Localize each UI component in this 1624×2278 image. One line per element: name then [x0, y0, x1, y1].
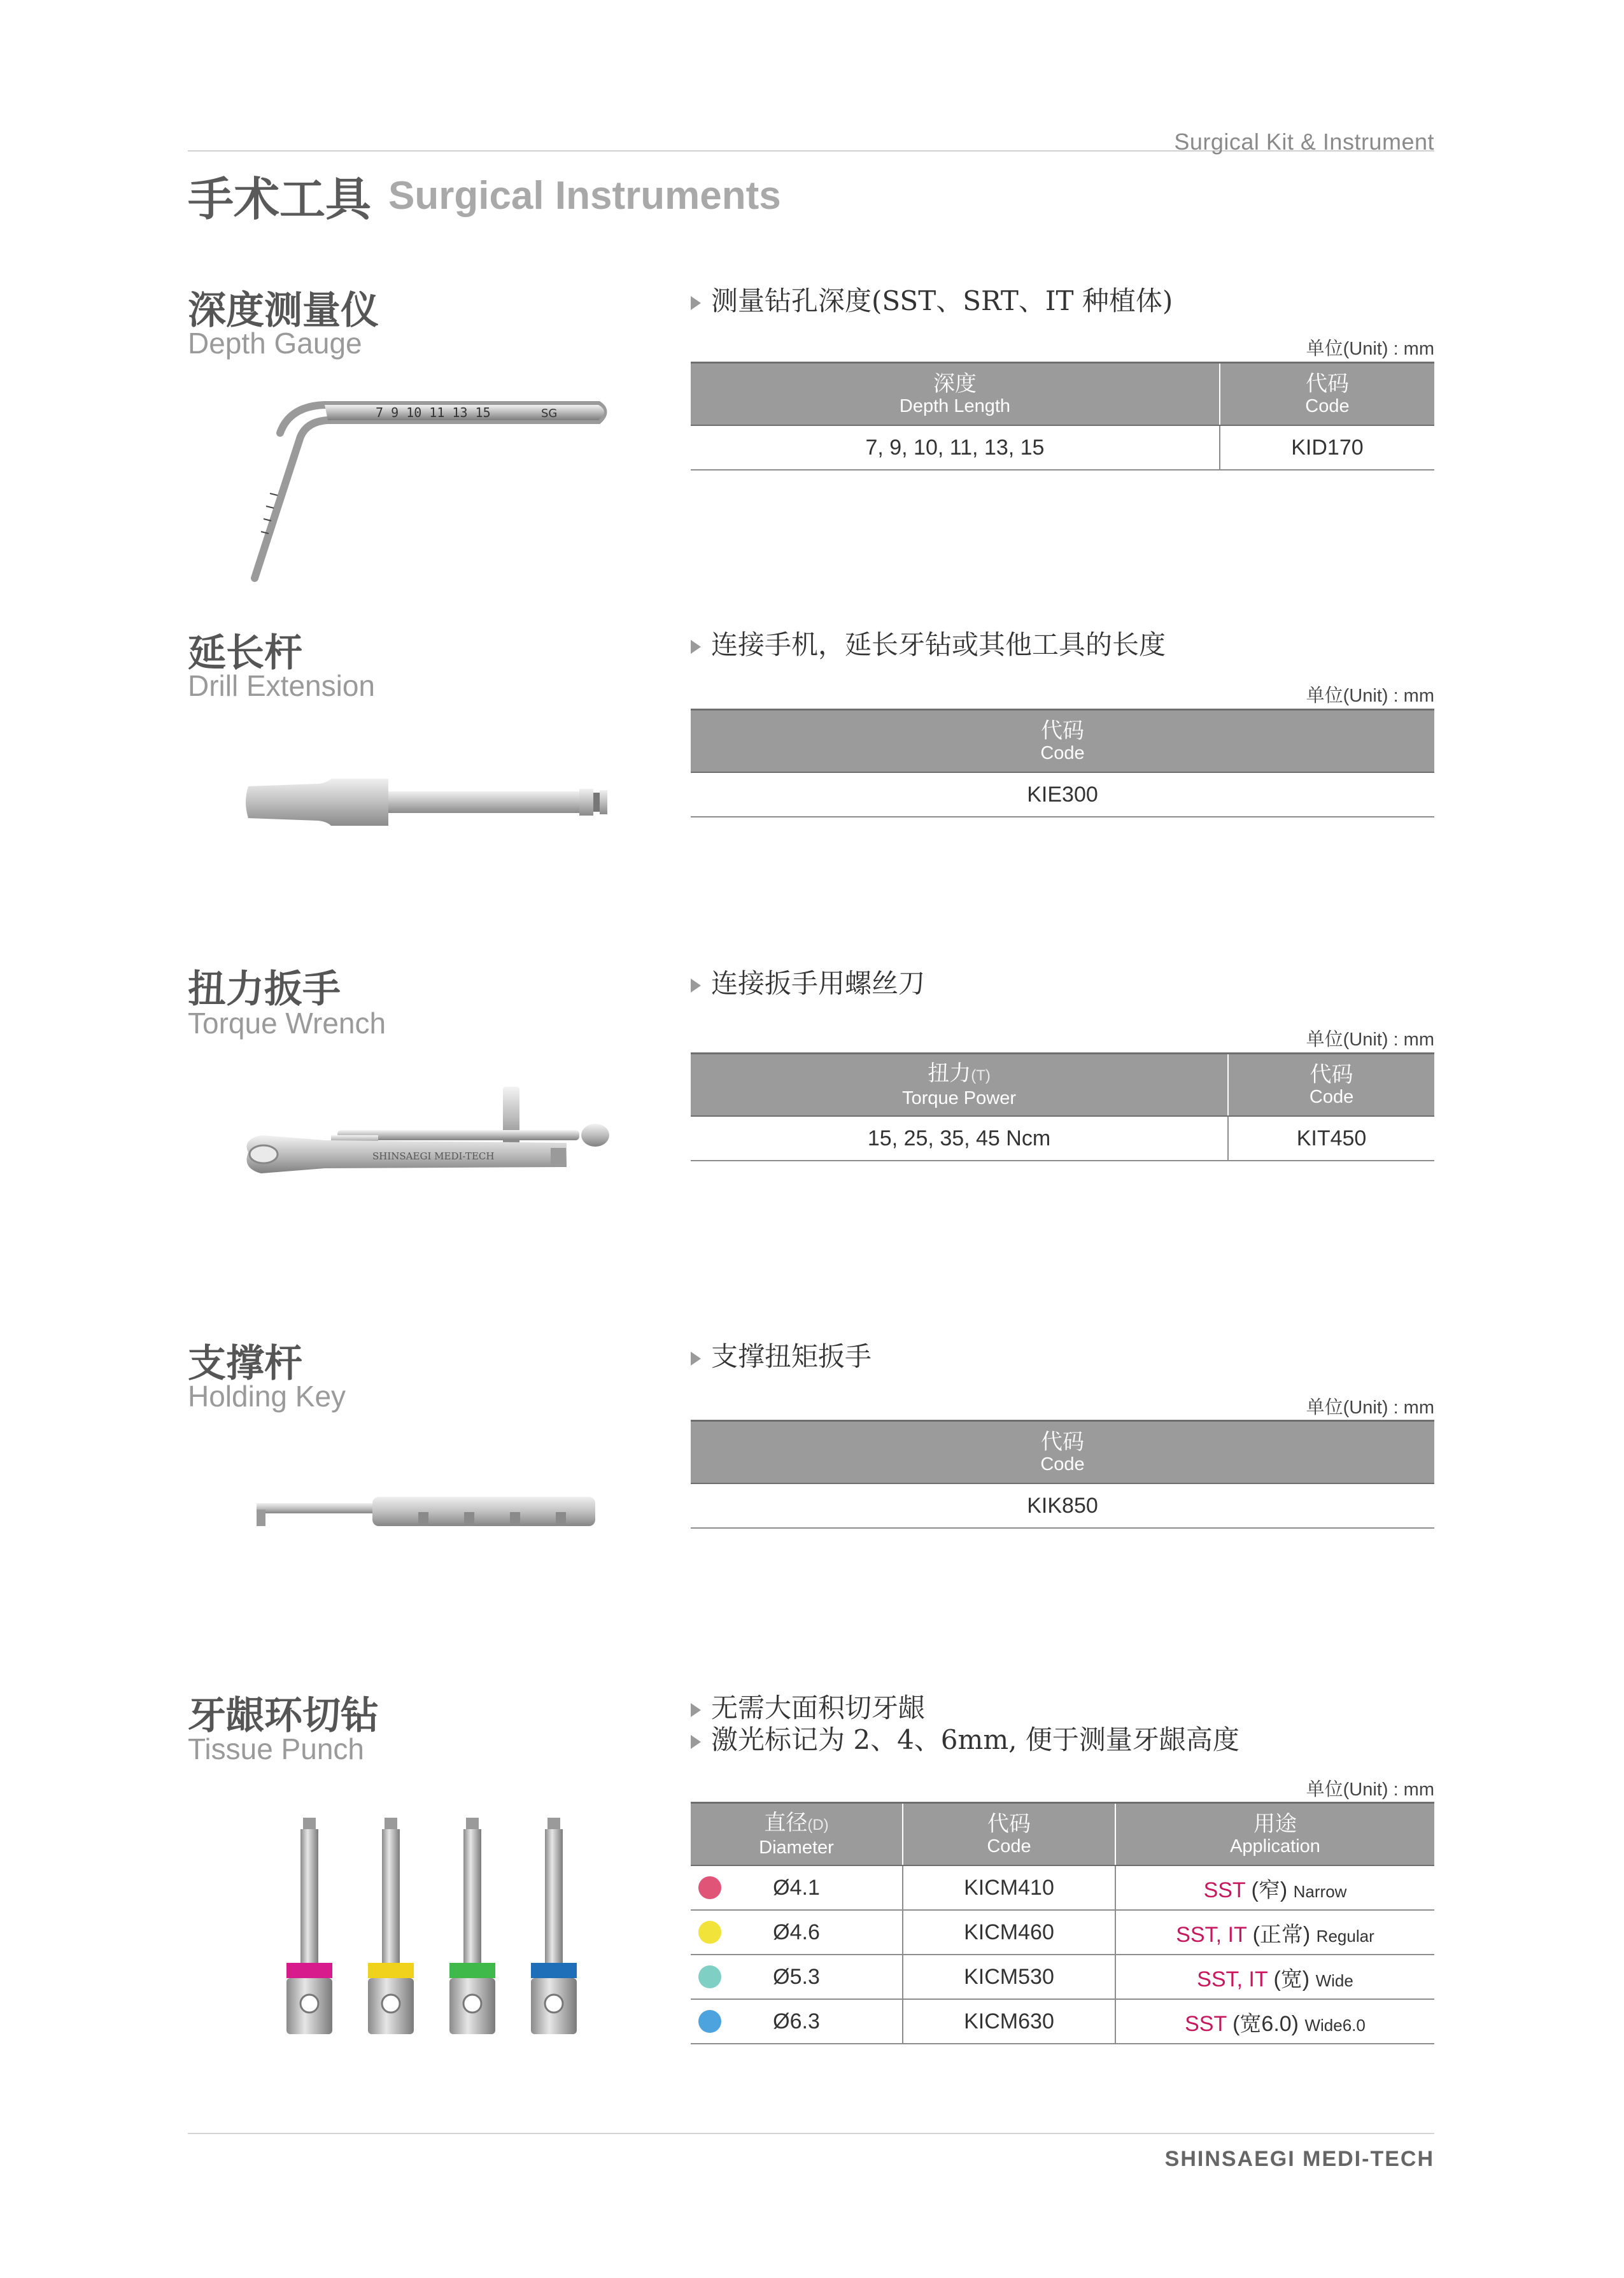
col-code: 代码 Code	[1228, 1054, 1434, 1117]
table-row: Ø4.6 KICM460 SST, IT (正常) Regular	[691, 1910, 1434, 1955]
color-dot-icon	[698, 2010, 721, 2033]
torque-wrench-engraving: SHINSAEGI MEDI-TECH	[372, 1150, 495, 1162]
tissue-punch-title-cn: 牙龈环切钻	[188, 1694, 379, 1737]
punch-hole	[463, 1995, 481, 2013]
torque-wrench-desc: 连接扳手用螺丝刀	[691, 963, 925, 1001]
torque-wrench-unit: 单位(Unit) : mm	[1306, 1029, 1434, 1050]
table-row: Ø4.1 KICM410 SST (窄) Narrow	[691, 1865, 1434, 1910]
footer-brand: SHINSAEGI MEDI-TECH	[1164, 2147, 1434, 2171]
table-row: 15, 25, 35, 45 Ncm KIT450	[691, 1116, 1434, 1161]
col-application: 用途 Application	[1115, 1803, 1434, 1866]
punch-hole	[300, 1995, 318, 2013]
punch-shaft	[382, 1829, 400, 1963]
table-row: Ø6.3 KICM630 SST (宽6.0) Wide6.0	[691, 1999, 1434, 2044]
tissue-punch-desc-1: 无需大面积切牙龈	[691, 1687, 925, 1725]
col-depth: 深度 Depth Length	[691, 363, 1220, 426]
depth-gauge-unit: 单位(Unit) : mm	[1306, 339, 1434, 359]
tissue-punch-title-en: Tissue Punch	[188, 1732, 364, 1765]
holding-key-title-en: Holding Key	[188, 1380, 346, 1413]
punch-hole	[545, 1995, 563, 2013]
bullet-icon	[691, 296, 701, 310]
punch-tip	[466, 1818, 479, 1829]
holding-key-unit: 单位(Unit) : mm	[1306, 1397, 1434, 1418]
drill-extension-unit: 单位(Unit) : mm	[1306, 686, 1434, 706]
holding-key-image	[251, 1487, 608, 1534]
holding-key-title-cn: 支撑杆	[188, 1342, 302, 1385]
punch-tip	[385, 1818, 397, 1829]
punch-color-band	[368, 1963, 414, 1978]
col-code: 代码 Code	[1220, 363, 1434, 426]
drill-extension-title-en: Drill Extension	[188, 669, 375, 702]
col-code: 代码 Code	[691, 710, 1434, 773]
drill-extension-desc: 连接手机，延长牙钻或其他工具的长度	[691, 624, 1166, 662]
col-code: 代码 Code	[903, 1803, 1115, 1866]
depth-gauge-image	[236, 388, 618, 592]
table-row: Ø5.3 KICM530 SST, IT (宽) Wide	[691, 1955, 1434, 1999]
torque-wrench-image	[236, 1079, 630, 1187]
torque-wrench-title-en: Torque Wrench	[188, 1007, 386, 1040]
depth-gauge-title-en: Depth Gauge	[188, 327, 362, 360]
color-dot-icon	[698, 1921, 721, 1944]
bullet-icon	[691, 1735, 701, 1749]
depth-gauge-desc: 测量钻孔深度(SST、SRT、IT 种植体)	[691, 280, 1173, 318]
holding-key-table	[691, 1420, 1434, 1529]
color-dot-icon	[698, 1965, 721, 1988]
holding-key-desc: 支撑扭矩扳手	[691, 1336, 872, 1374]
drill-extension-table	[691, 709, 1434, 817]
punch-shaft	[463, 1829, 481, 1963]
col-diameter: 直径(D) Diameter	[691, 1803, 903, 1866]
punch-color-band	[449, 1963, 495, 1978]
torque-wrench-title-cn: 扭力扳手	[188, 968, 341, 1010]
table-row: KIK850	[691, 1483, 1434, 1528]
tissue-punch-image	[255, 1818, 611, 2041]
header-category: Surgical Kit & Instrument	[1174, 129, 1434, 155]
bullet-icon	[691, 640, 701, 654]
punch-color-band	[531, 1963, 577, 1978]
depth-gauge-table	[691, 362, 1434, 470]
tissue-punch-desc-2: 激光标记为 2、4、6mm, 便于测量牙龈高度	[691, 1719, 1239, 1757]
punch-hole	[382, 1995, 400, 2013]
bullet-icon	[691, 1703, 701, 1717]
page-title-en: Surgical Instruments	[388, 174, 781, 218]
table-row: 7, 9, 10, 11, 13, 15 KID170	[691, 425, 1434, 470]
footer-divider	[188, 2133, 1434, 2134]
punch-tip	[303, 1818, 316, 1829]
table-row: KIE300	[691, 772, 1434, 817]
depth-gauge-brand: SG	[541, 407, 558, 420]
depth-gauge-title-cn: 深度测量仪	[188, 289, 379, 332]
punch-color-band	[286, 1963, 332, 1978]
punch-tip	[547, 1818, 560, 1829]
torque-wrench-table	[691, 1052, 1434, 1161]
bullet-icon	[691, 1352, 701, 1366]
col-code: 代码 Code	[691, 1421, 1434, 1484]
tissue-punch-unit: 单位(Unit) : mm	[1306, 1779, 1434, 1800]
col-torque: 扭力(T) Torque Power	[691, 1054, 1228, 1117]
depth-gauge-marks: 7 9 10 11 13 15	[376, 405, 491, 420]
page-title-cn: 手术工具	[188, 174, 372, 225]
color-dot-icon	[698, 1876, 721, 1899]
drill-extension-title-cn: 延长杆	[188, 632, 302, 674]
punch-shaft	[300, 1829, 318, 1963]
bullet-icon	[691, 979, 701, 993]
punch-shaft	[545, 1829, 563, 1963]
drill-extension-image	[242, 774, 611, 831]
tissue-punch-table	[691, 1802, 1434, 2044]
